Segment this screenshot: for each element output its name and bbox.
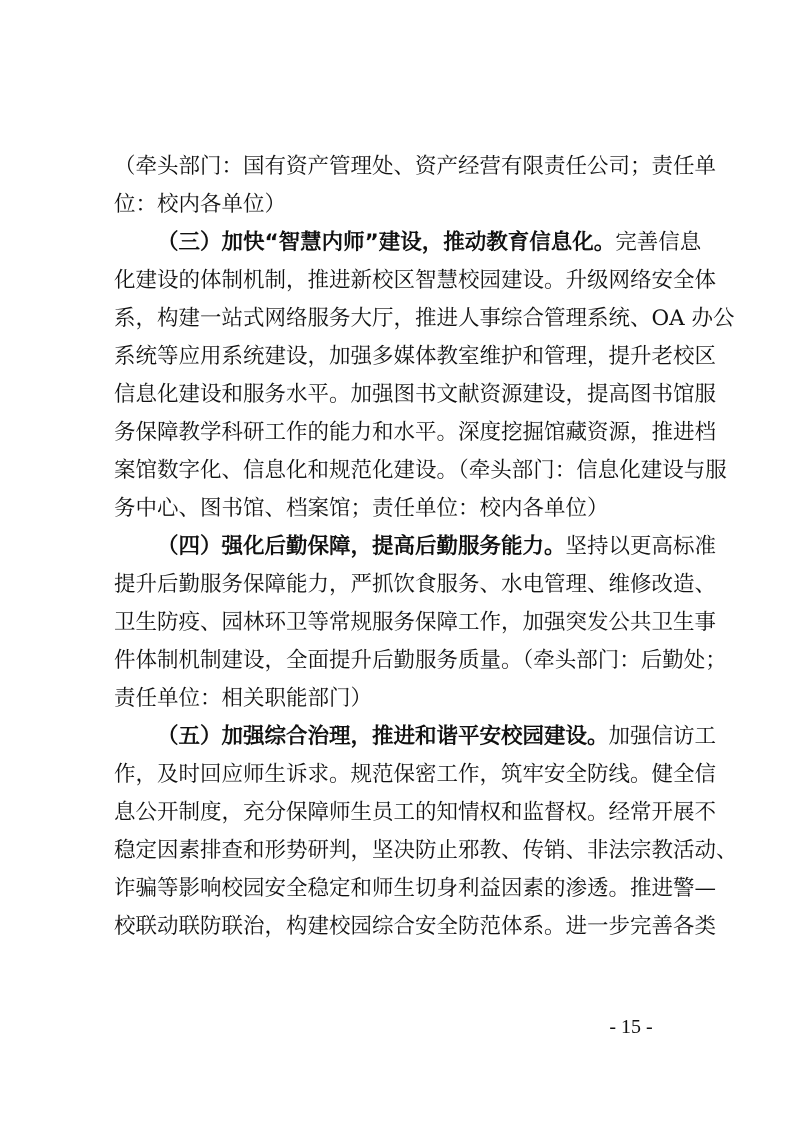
- text-line: 件体制机制建设，全面提升后勤服务质量。（牵头部门：后勤处；: [114, 648, 727, 673]
- text-line: 信息化建设和服务水平。加强图书文献资源建设，提高图书馆服: [114, 382, 717, 407]
- paragraph-section-3: [114, 224, 735, 528]
- text-line: 责任单位：相关职能部门）: [114, 686, 373, 711]
- section-heading-line: （三）加快“智慧内师”建设，推动教育信息化。完善信息: [157, 230, 702, 255]
- section-heading-line: （五）加强综合治理，推进和谐平安校园建设。加强信访工: [157, 724, 717, 749]
- text-line: 卫生防疫、园林环卫等常规服务保障工作，加强突发公共卫生事: [114, 610, 717, 635]
- text-line: 校联动联防联治，构建校园综合安全防范体系。进一步完善各类: [114, 914, 717, 939]
- page-number: - 15 -: [609, 1016, 653, 1038]
- text-line: 作，及时回应师生诉求。规范保密工作，筑牢安全防线。健全信: [114, 762, 717, 787]
- paragraph-section-5: [114, 718, 738, 946]
- text-line: 案馆数字化、信息化和规范化建设。（牵头部门：信息化建设与服: [114, 458, 727, 483]
- text-line: 诈骗等影响校园安全稳定和师生切身利益因素的渗透。推进警—: [114, 876, 717, 901]
- text-line: 息公开制度，充分保障师生员工的知情权和监督权。经常开展不: [114, 800, 717, 825]
- section-heading-4: （四）强化后勤保障，提高后勤服务能力。: [157, 534, 566, 559]
- paragraph-section-4: [114, 528, 727, 718]
- body-text: [114, 148, 738, 946]
- paragraph-responsibility-assets: [114, 148, 717, 224]
- text-line: 务保障教学科研工作的能力和水平。深度挖掘馆藏资源，推进档: [114, 420, 717, 445]
- section-heading-line: （四）强化后勤保障，提高后勤服务能力。坚持以更高标准: [157, 534, 717, 559]
- text-line: 位：校内各单位）: [114, 192, 287, 217]
- text-line: 稳定因素排查和形势研判，坚决防止邪教、传销、非法宗教活动、: [114, 838, 738, 863]
- section-heading-3: （三）加快“智慧内师”建设，推动教育信息化。: [157, 230, 616, 255]
- text-line: 提升后勤服务保障能力，严抓饮食服务、水电管理、维修改造、: [114, 572, 717, 597]
- text-line: 务中心、图书馆、档案馆；责任单位：校内各单位）: [114, 496, 609, 521]
- section-heading-5: （五）加强综合治理，推进和谐平安校园建设。: [157, 724, 609, 749]
- text-line: （牵头部门：国有资产管理处、资产经营有限责任公司；责任单: [114, 154, 717, 179]
- text-line: 系统等应用系统建设，加强多媒体教室维护和管理，提升老校区: [114, 344, 717, 369]
- text-line: 化建设的体制机制，推进新校区智慧校园建设。升级网络安全体: [114, 268, 717, 293]
- text-line: 系，构建一站式网络服务大厅，推进人事综合管理系统、OA 办公: [114, 306, 735, 331]
